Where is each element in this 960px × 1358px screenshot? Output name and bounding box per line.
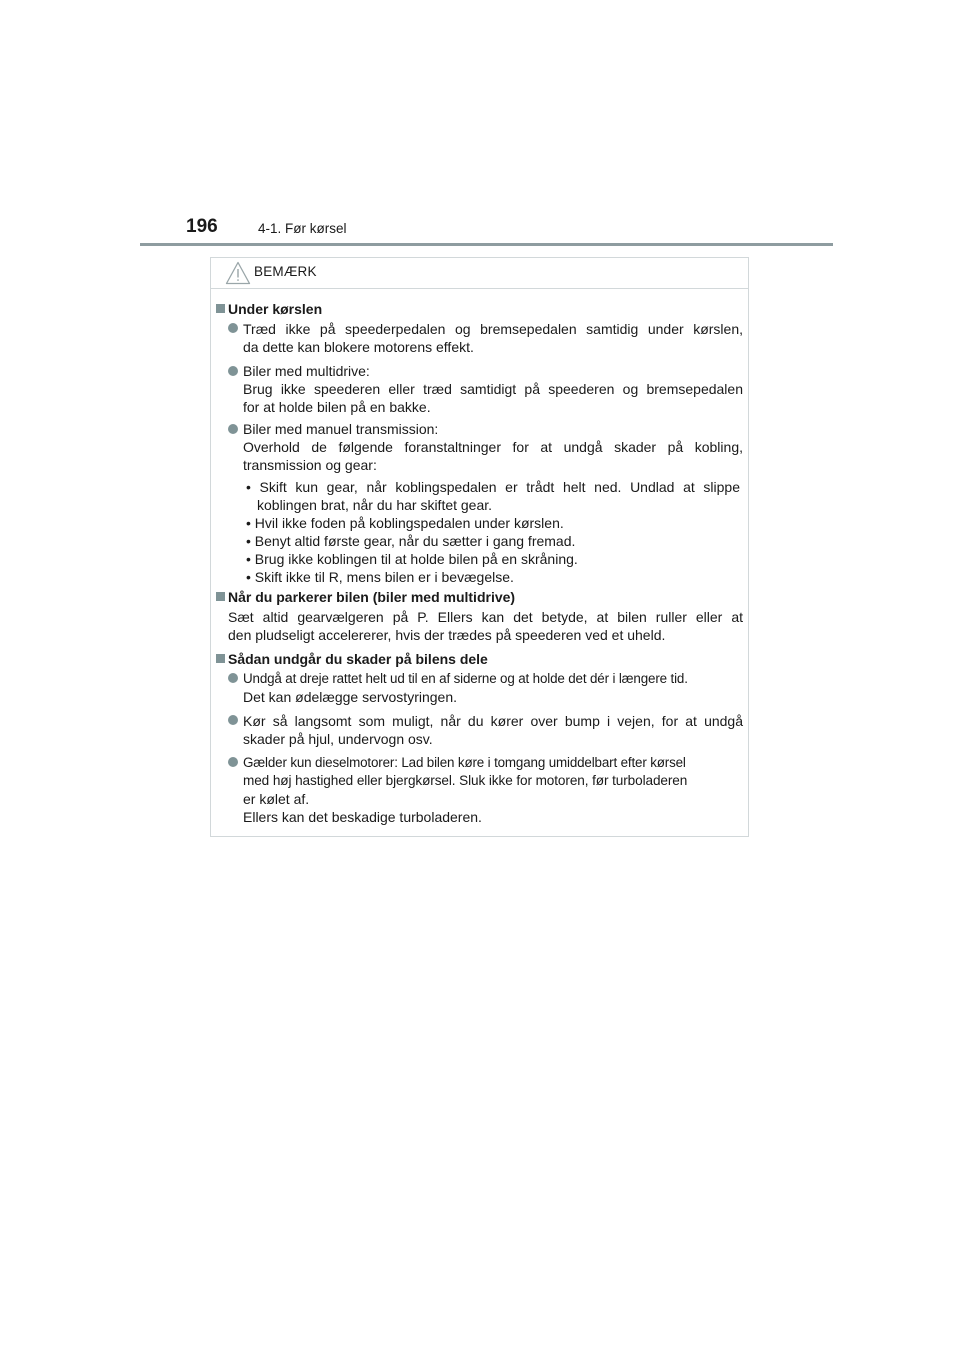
bullet-dot-icon	[228, 715, 238, 725]
header-rule	[140, 243, 833, 246]
text-line: er kølet af.	[243, 791, 310, 807]
notice-header	[211, 258, 748, 289]
text-line: koblingen brat, når du har skiftet gear.	[257, 497, 493, 513]
text-line: Træd ikke på speederpedalen og bremsepedalen samtidig under kørslen,	[243, 321, 743, 337]
text-line: Brug ikke speederen eller træd samtidigt på speederen og bremsepedalen	[243, 381, 743, 397]
sub-list-item: • Brug ikke koblingen til at holde bilen på en skråning.	[246, 551, 578, 567]
bullet-dot-icon	[228, 366, 238, 376]
notice-box	[210, 257, 749, 837]
text-line: da dette kan blokere motorens effekt.	[243, 339, 474, 355]
text-line: med høj hastighed eller bjergkørsel. Sluk ikke for motoren, før turboladeren	[243, 773, 688, 788]
section-marker-icon	[216, 654, 225, 663]
text-line: for at holde bilen på en bakke.	[243, 399, 431, 415]
text-line: Gælder kun dieselmotorer: Lad bilen køre i tomgang umiddelbart efter kørsel	[243, 755, 686, 770]
section-marker-icon	[216, 304, 225, 313]
text-line: Kør så langsomt som muligt, når du kører over bump i vejen, for at undgå	[243, 713, 743, 729]
sub-list-item: • Hvil ikke foden på koblingspedalen under kørslen.	[246, 515, 564, 531]
bullet-dot-icon	[228, 323, 238, 333]
section-heading-damage: Sådan undgår du skader på bilens dele	[228, 651, 488, 667]
section-title: 4-1. Før kørsel	[258, 221, 347, 236]
text-line: Undgå at dreje rattet helt ud til en af siderne og at holde det dér i længere tid.	[243, 671, 688, 686]
text-line: Ellers kan det beskadige turboladeren.	[243, 809, 482, 825]
section-heading-driving: Under kørslen	[228, 301, 323, 317]
section-marker-icon	[216, 592, 225, 601]
text-line: Det kan ødelægge servostyringen.	[243, 689, 457, 705]
page-header	[186, 216, 832, 246]
section-heading-parking: Når du parkerer bilen (biler med multidrive)	[228, 589, 516, 605]
sub-list-item: • Skift kun gear, når koblingspedalen er trådt helt ned. Undlad at slippe	[246, 479, 740, 495]
warning-triangle-icon	[225, 261, 251, 285]
bullet-dot-icon	[228, 757, 238, 767]
text-line: skader på hjul, undervogn osv.	[243, 731, 433, 747]
notice-label: BEMÆRK	[254, 264, 317, 279]
text-line: den pludseligt accelererer, hvis der trædes på speederen ved et uheld.	[228, 627, 666, 643]
text-line: transmission og gear:	[243, 457, 377, 473]
text-line: Biler med multidrive:	[243, 363, 370, 379]
text-line: Biler med manuel transmission:	[243, 421, 439, 437]
bullet-dot-icon	[228, 424, 238, 434]
sub-list-item: • Benyt altid første gear, når du sætter i gang fremad.	[246, 533, 576, 549]
bullet-dot-icon	[228, 673, 238, 683]
text-line: Sæt altid gearvælgeren på P. Ellers kan det betyde, at bilen ruller eller at	[228, 609, 743, 625]
page-number: 196	[186, 216, 218, 237]
sub-list-item: • Skift ikke til R, mens bilen er i bevægelse.	[246, 569, 514, 585]
text-line: Overhold de følgende foranstaltninger for at undgå skader på kobling,	[243, 439, 743, 455]
